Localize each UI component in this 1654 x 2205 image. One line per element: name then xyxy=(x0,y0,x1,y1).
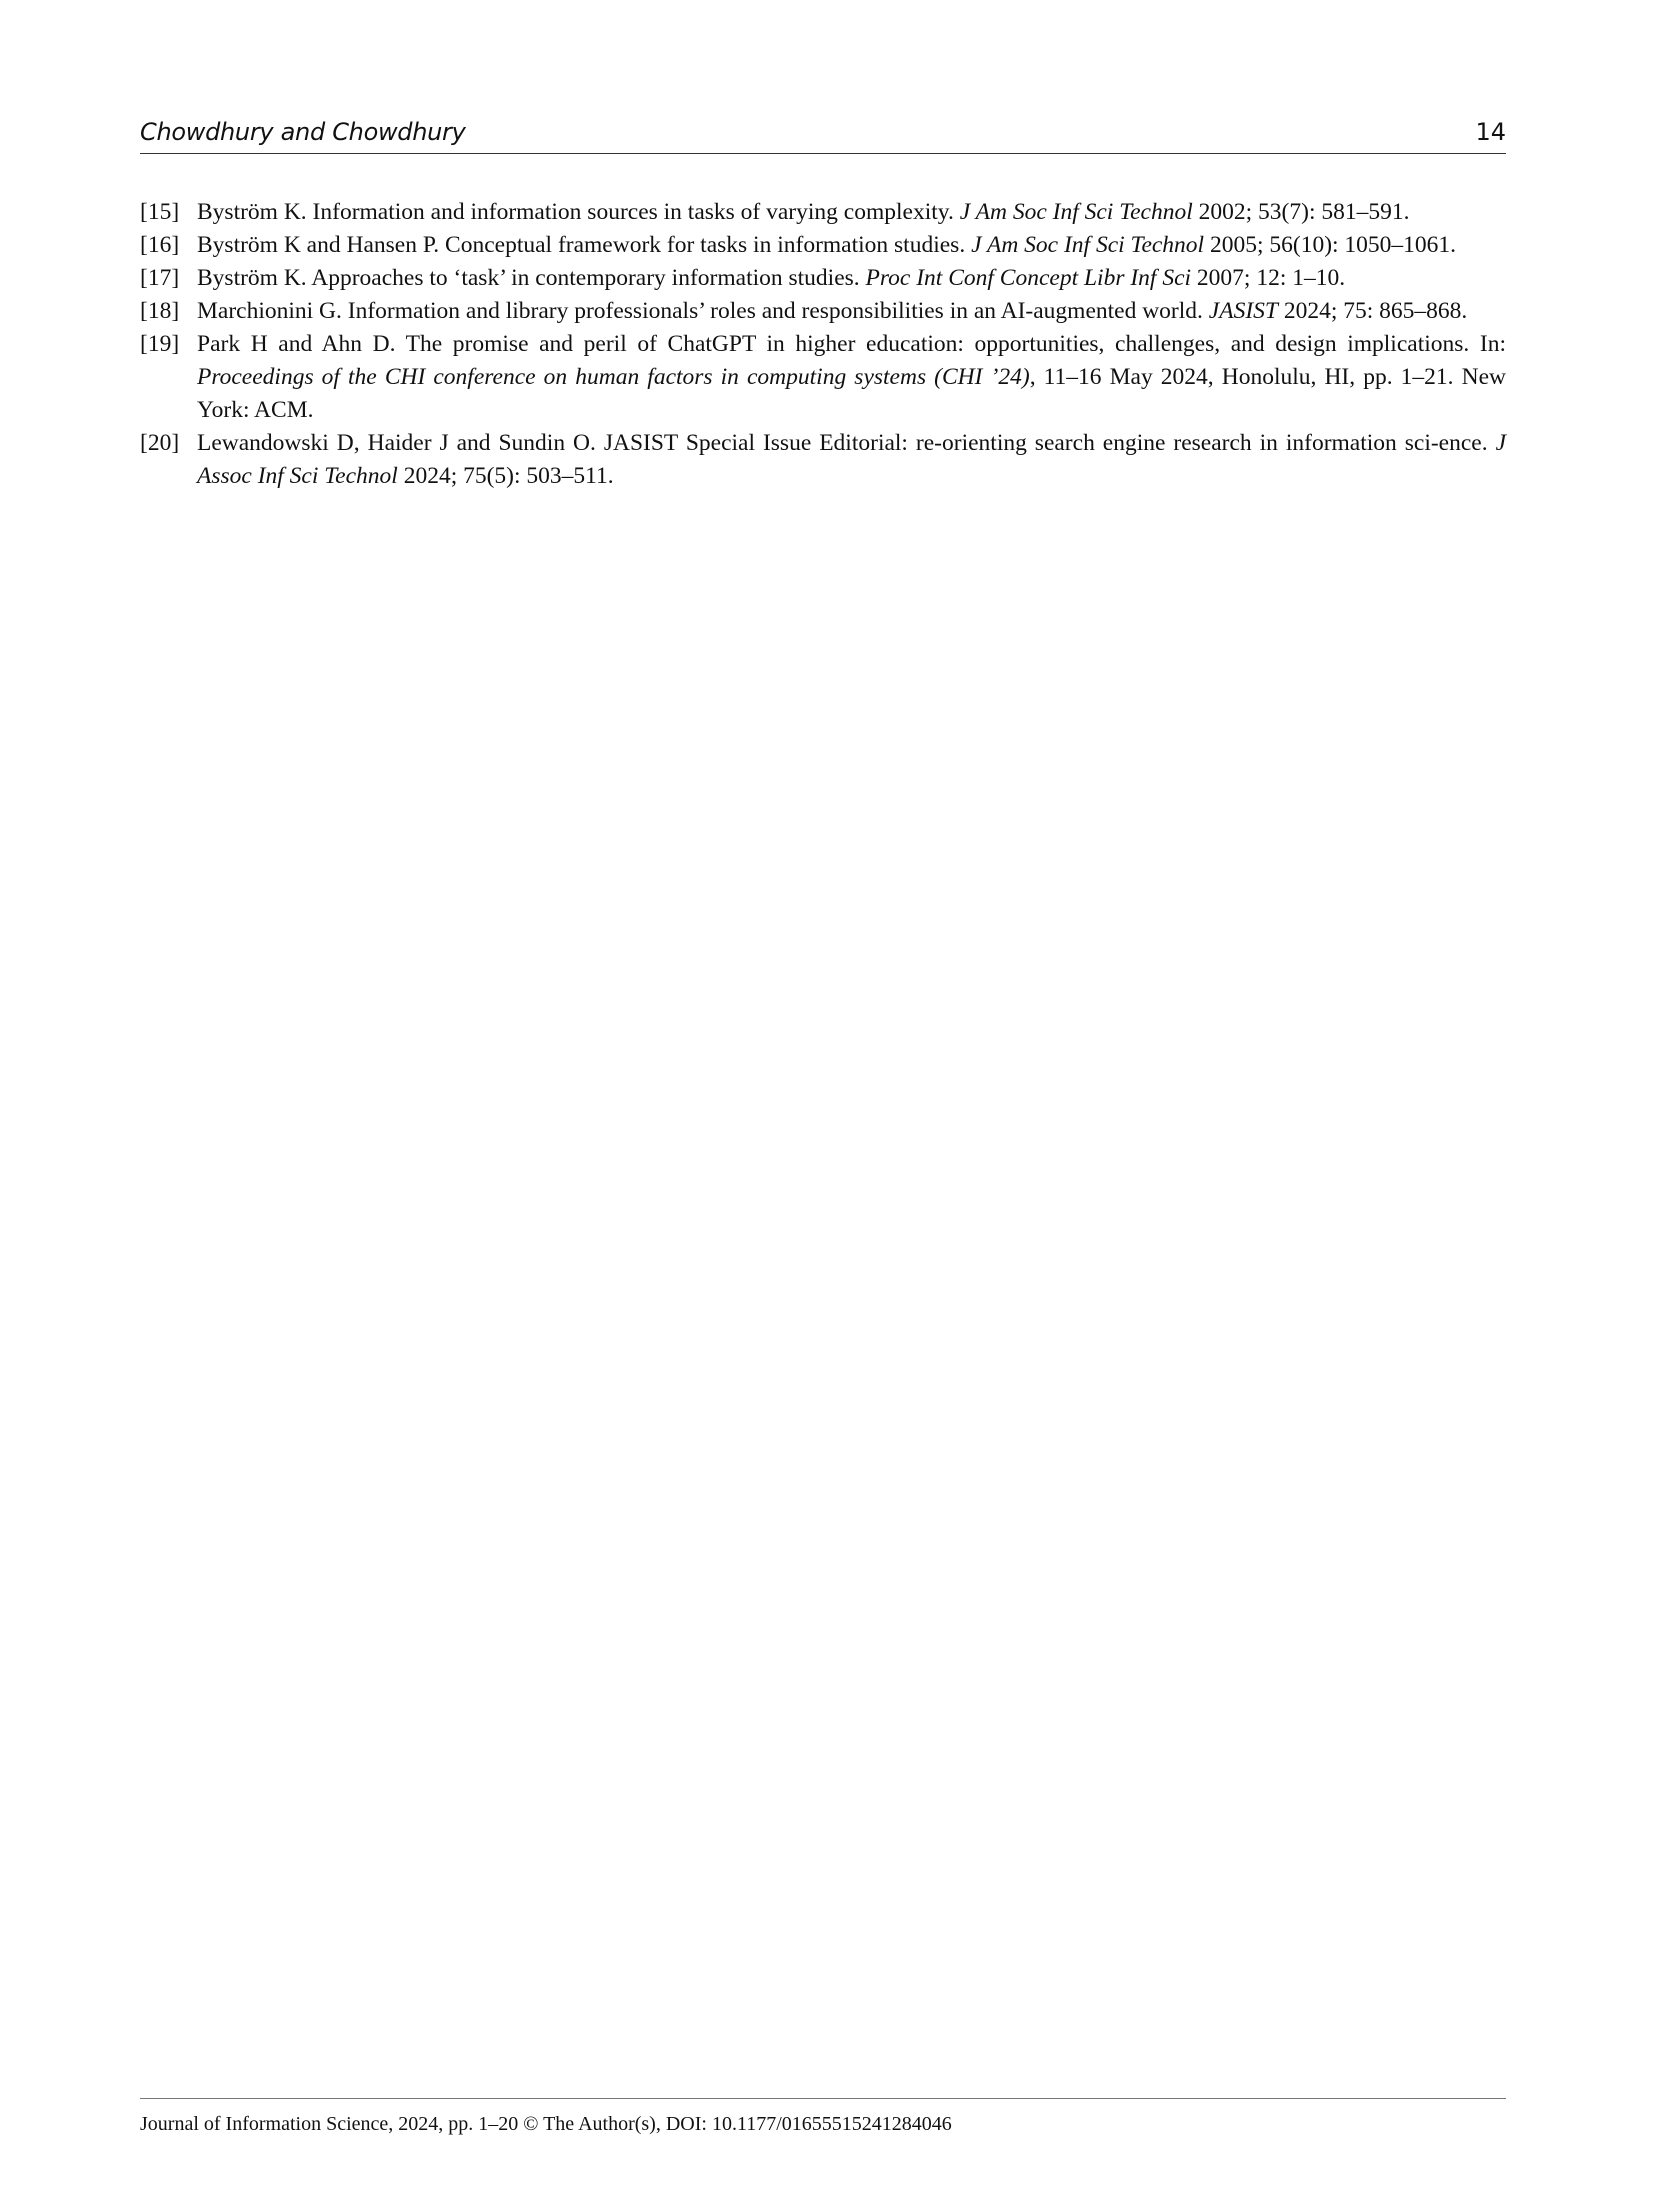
reference-journal: Proceedings of the CHI conference on human factors in computing systems (CHI ’24) xyxy=(197,364,1030,390)
reference-text: Park H and Ahn D. The promise and peril of ChatGPT in higher education: opportunities, challenges, and design implications. In: xyxy=(197,331,1506,357)
reference-item xyxy=(140,196,1506,229)
reference-text: Byström K. Approaches to ‘task’ in contemporary information studies. xyxy=(197,265,866,291)
running-head xyxy=(140,114,1506,154)
reference-number: [16] xyxy=(140,232,180,258)
reference-text: Byström K. Information and information sources in tasks of varying complexity. xyxy=(197,199,960,225)
reference-details: 2024; 75: 865–868. xyxy=(1277,298,1468,324)
reference-details: , 11–16 May 2024, Honolulu, HI, pp. 1–21. New York: ACM. xyxy=(197,364,1506,423)
reference-journal: Proc Int Conf Concept Libr Inf Sci xyxy=(865,265,1192,291)
reference-journal: J Assoc Inf Sci Technol xyxy=(197,430,1506,489)
reference-item xyxy=(140,229,1506,262)
reference-number: [17] xyxy=(140,265,180,291)
reference-number: [18] xyxy=(140,298,180,324)
reference-journal: JASIST xyxy=(1208,298,1278,324)
reference-details: 2002; 53(7): 581–591. xyxy=(1192,199,1410,225)
reference-item xyxy=(140,262,1506,295)
reference-item xyxy=(140,295,1506,328)
page-number: 14 xyxy=(1475,118,1506,146)
header-rule xyxy=(140,153,1506,154)
reference-item xyxy=(140,328,1506,427)
reference-list xyxy=(140,196,1506,493)
footer-rule xyxy=(140,2098,1506,2099)
reference-details: 2024; 75(5): 503–511. xyxy=(397,463,614,489)
reference-journal: J Am Soc Inf Sci Technol xyxy=(971,232,1205,258)
running-head-authors: Chowdhury and Chowdhury xyxy=(140,118,466,146)
reference-details: 2007; 12: 1–10. xyxy=(1191,265,1346,291)
reference-text: Lewandowski D, Haider J and Sundin O. JASIST Special Issue Editorial: re-orienting search engine research in information sci-ence. xyxy=(197,430,1496,456)
reference-number: [15] xyxy=(140,199,180,225)
reference-number: [20] xyxy=(140,430,180,456)
page-footer: Journal of Information Science, 2024, pp. 1–20 © The Author(s), DOI: 10.1177/01655515241284046 xyxy=(140,2113,952,2135)
reference-details: 2005; 56(10): 1050–1061. xyxy=(1204,232,1457,258)
reference-journal: J Am Soc Inf Sci Technol xyxy=(959,199,1193,225)
reference-text: Byström K and Hansen P. Conceptual framework for tasks in information studies. xyxy=(197,232,972,258)
reference-number: [19] xyxy=(140,331,180,357)
reference-text: Marchionini G. Information and library professionals’ roles and responsibilities in an AI-augmented world. xyxy=(197,298,1209,324)
reference-item xyxy=(140,427,1506,493)
